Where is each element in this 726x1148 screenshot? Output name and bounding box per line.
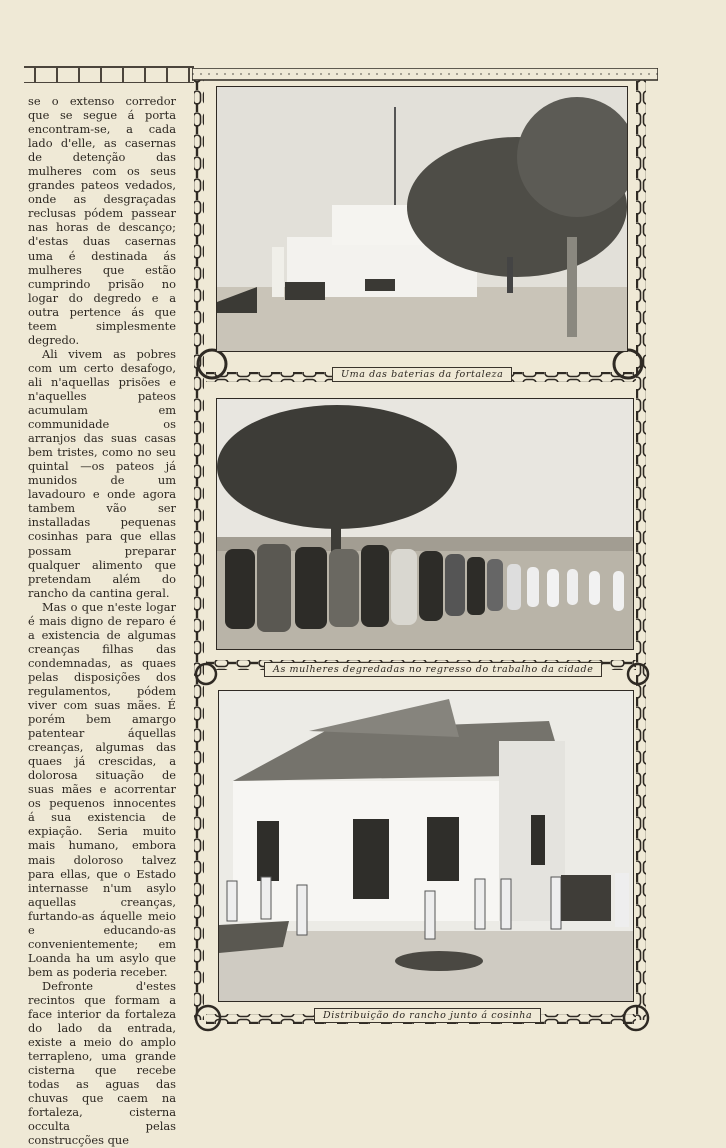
article-paragraph: Ali vivem as pobres com um certo desafogo, ali n'aquellas prisões e n'aquelles pateos acumulam em communidade os arranjos das suas casas bem tristes, como no seu quintal —os pateos já munidos de um lavadouro e onde agora tambem vão ser installadas pequenas cosinhas para que ellas possam preparar qualquer alimento que pretendam além do rancho da cantina geral. — [28, 346, 176, 600]
photo-caption: As mulheres degredadas no regresso do trabalho da cidade — [264, 662, 602, 677]
article-paragraph: Mas o que n'este logar é mais digno de reparo é a existencia de algumas creanças filhas das condemnadas, as quaes pelas disposições dos regulamentos, pódem viver com suas mães. É porém bem amargo patentear áquellas creanças, algumas das quaes já crescidas, a dolorosa situação de suas mães e acorrentar os pequenos innocentes á sua existencia de expiação. Seria muito mais humano, embora mais doloroso talvez para ellas, que o Estado internasse n'um asylo aquellas creanças, furtando-as áquelle meio e educando-as convenientemente; em Loanda ha um asylo que bem as poderia receber. — [28, 599, 176, 979]
article-paragraph: Defronte d'estes recintos que formam a face interior da fortaleza do lado da entrada, existe a meio do amplo terrapleno, uma grande cisterna que recebe todas as aguas das chuvas que caem na fortaleza, cisterna occulta pelas construcções que — [28, 978, 176, 1148]
photo-fortress-battery — [216, 86, 628, 352]
ration-distribution-image — [219, 691, 633, 1001]
photo-caption: Uma das baterias da fortaleza — [332, 367, 512, 382]
photo-caption: Distribuição do rancho junto á cosinha — [314, 1008, 541, 1023]
photo-women-returning — [216, 398, 634, 650]
fortress-battery-image — [217, 87, 627, 351]
decorative-rule — [24, 66, 194, 83]
article-paragraph: se o extenso corredor que se segue á porta encontram-se, a cada lado d'elle, as casernas de detenção das mulheres com os seus grandes pateos vedados, onde as desgraçadas reclusas pódem passear nas horas de descanço; d'estas duas casernas uma é destinada ás mulheres que estão cumprindo prisão no logar do degredo e a outra pertence ás que teem simplesmente degredo. — [28, 94, 176, 347]
women-returning-image — [217, 399, 633, 649]
photo-ration-distribution — [218, 690, 634, 1002]
article-text-column — [28, 94, 176, 1148]
